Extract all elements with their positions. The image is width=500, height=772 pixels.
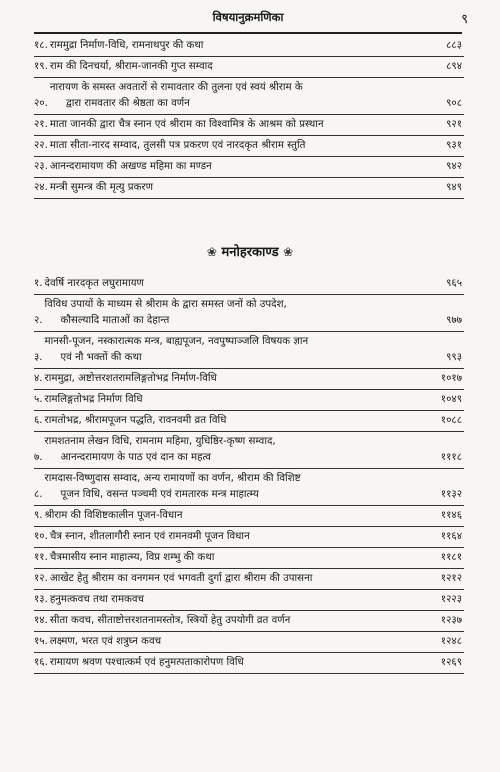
list-item: १४. सीता कवच, सीताष्टोत्तरशतनामस्तोत्र, स्त्रियों हेतु उपयोगी व्रत वर्णन १२३७	[34, 611, 464, 632]
list-item: ८. रामदास-विष्णुदास सम्वाद, अन्य रामायणों का वर्णन, श्रीराम की विशिष्ट पूजन विधि, वसन्त पञ्चमी एवं रामतारक मन्त्र माहात्म्य ११३२	[34, 469, 464, 506]
section-title: ❀ मनोहरकाण्ड ❀	[206, 245, 294, 260]
contents-list-2	[34, 274, 464, 674]
list-item: २०. नारायण के समस्त अवतारों से रामावतार की तुलना एवं स्वयं श्रीराम के द्वारा रामवतार की श्रेष्ठता का वर्णन ९०८	[34, 78, 464, 115]
list-item: १२. आखेट हेतु श्रीराम का वनगमन एवं भगवती दुर्गा द्वारा श्रीराम की उपासना १२१२	[34, 569, 464, 590]
list-item: २४. मन्त्री सुमन्त्र की मृत्यु प्रकरण ९४९	[34, 178, 464, 199]
list-item: ४. राममुद्रा, अष्टोत्तरशतरामलिङ्गतोभद्र निर्माण-विधि १०१७	[34, 369, 464, 390]
list-item: १६. रामायण श्रवण पश्चात्कर्म एवं हनुमत्पताकारोपण विधि १२६९	[34, 653, 464, 674]
list-item: १३. हनुमत्कवच तथा रामकवच १२२३	[34, 590, 464, 611]
page-number: ९	[461, 12, 468, 27]
list-item: १८. राममुद्रा निर्माण-विधि, रामनाथपुर की कथा ८८३	[34, 36, 464, 57]
list-item: ३. मानसी-पूजन, नस्कारात्मक मन्त्र, बाह्यपूजन, नवपुष्पाञ्जलि विषयक ज्ञान एवं नौ भक्तों की कथा ९९३	[34, 332, 464, 369]
list-item: १०. चैत्र स्नान, शीतलागौरी स्नान एवं रामनवमी पूजन विधान ११६४	[34, 527, 464, 548]
header-title: विषयानुक्रमणिका	[212, 10, 284, 24]
list-item: ६. रामतोभद्र, श्रीरामपूजन पद्धति, रावनवमी व्रत विधि १०८८	[34, 411, 464, 432]
list-item: ९. श्रीराम की विशिष्टकालीन पूजन-विधान ११४६	[34, 506, 464, 527]
ornament-left-icon: ❀	[206, 245, 217, 259]
list-item: १. देवर्षि नारदकृत लघुरामायण ९६५	[34, 274, 464, 295]
list-item: ७. रामशतनाम लेखन विधि, रामनाम महिमा, युधिष्ठिर-कृष्ण सम्वाद, आनन्दरामायण के पाठ एवं दान का महत्व १११८	[34, 432, 464, 469]
list-item: ११. चैत्रमासीय स्नान माहात्म्य, विप्र शम्भु की कथा ११८१	[34, 548, 464, 569]
list-item: १९. राम की दिनचर्या, श्रीराम-जानकी गुप्त सम्वाद ८९४	[34, 57, 464, 78]
list-item: २१. माता जानकी द्वारा चैत्र स्नान एवं श्रीराम का विश्वामित्र के आश्रम को प्रस्थान ९२१	[34, 115, 464, 136]
list-item: २३. आनन्दरामायण की अखण्ड महिमा का मण्डन ९४२	[34, 157, 464, 178]
list-item: १५. लक्ष्मण, भरत एवं शत्रुघ्न कवच १२४८	[34, 632, 464, 653]
page-header	[34, 6, 468, 34]
ornament-right-icon: ❀	[283, 245, 294, 259]
list-item: २. विविध उपायों के माध्यम से श्रीराम के द्वारा समस्त जनों को उपदेश, कौसल्यादि माताओं का देहान्त ९७७	[34, 295, 464, 332]
list-item: २२. माता सीता-नारद सम्वाद, तुलसी पत्र प्रकरण एवं नारदकृत श्रीराम स्तुति ९३१	[34, 136, 464, 157]
contents-list-1	[34, 36, 464, 199]
list-item: ५. रामलिङ्गतोभद्र निर्माण विधि १०४९	[34, 390, 464, 411]
